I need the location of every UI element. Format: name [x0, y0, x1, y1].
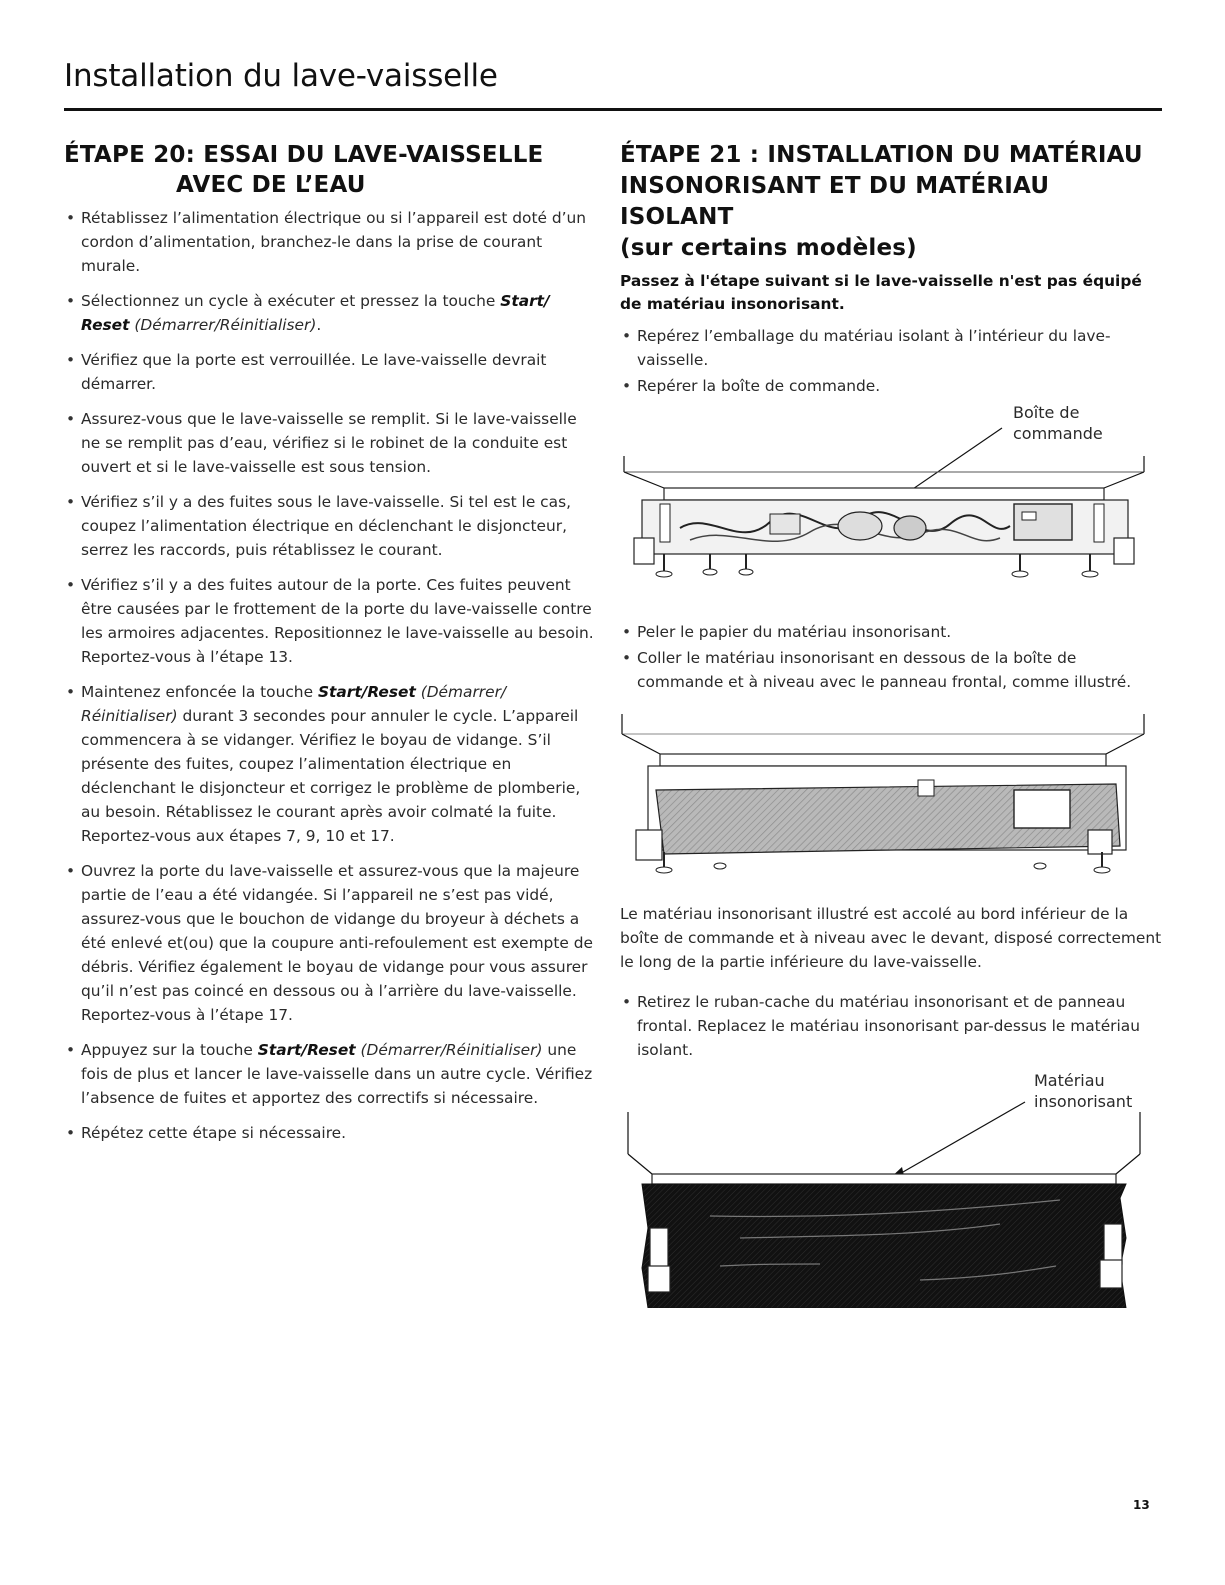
list-item: • Vérifiez que la porte est verrouillée. Le lave-vaisselle devrait démarrer. [64, 348, 598, 396]
list-item: • Peler le papier du matériau insonorisant. [620, 620, 1165, 644]
list-item: • Coller le matériau insonorisant en dessous de la boîte de commande et à niveau avec le panneau frontal, comme illustré. [620, 646, 1165, 694]
step-21-title-line3: (sur certains modèles) [620, 235, 917, 261]
list-item: • Sélectionnez un cycle à exécuter et pressez la touche Start/ Reset (Démarrer/Réinitialiser). [64, 289, 598, 337]
step-21-section [620, 140, 1165, 1308]
list-item: • Rétablissez l’alimentation électrique ou si l’appareil est doté d’un cordon d’alimentation, branchez-le dans la prise de courant murale. [64, 206, 598, 278]
step-20-title [64, 140, 598, 200]
step-20-title-line2: AVEC DE L’EAU [176, 172, 366, 198]
list-item: • Répétez cette étape si nécessaire. [64, 1121, 598, 1145]
header-rule [64, 108, 1162, 111]
callout-sound-material: Matériau insonorisant [1034, 1071, 1133, 1111]
page-number: 13 [1133, 1498, 1150, 1512]
list-item: • Assurez-vous que le lave-vaisselle se remplit. Si le lave-vaisselle ne se remplit pas d’eau, vérifiez si le robinet de la conduite est ouvert et si le lave-vaisselle est sous tension. [64, 407, 598, 479]
step-21-list-b [620, 620, 1165, 694]
list-item: • Appuyez sur la touche Start/Reset (Démarrer/Réinitialiser) une fois de plus et lancer le lave-vaisselle dans un autre cycle. Vérifiez l’absence de fuites et apportez des correctifs si nécessaire. [64, 1038, 598, 1110]
step-20-list [64, 206, 598, 1145]
step-21-note: Passez à l'étape suivant si le lave-vaisselle n'est pas équipé de matériau insonorisant. [620, 272, 1142, 313]
step-21-title-line2: INSONORISANT ET DU MATÉRIAU ISOLANT [620, 173, 1050, 230]
figure-sound-material [620, 1068, 1150, 1308]
list-item: • Ouvrez la porte du lave-vaisselle et assurez-vous que la majeure partie de l’eau a été vidangée. Si l’appareil ne s’est pas vidé, assurez-vous que le bouchon de vidange du broyeur à déchets a été enlevé et(ou) que la coupure anti-refoulement est exempte de débris. Vérifiez également le boyau de vidange pour vous assurer qu’il n’est pas coincé en dessous ou à l’arrière du lave-vaisselle. Reportez-vous à l’étape 17. [64, 859, 598, 1027]
insulation-applied-illustration [620, 714, 1150, 894]
step-21-list-a [620, 324, 1165, 398]
list-item: • Repérez l’emballage du matériau isolant à l’intérieur du lave-vaisselle. [620, 324, 1165, 372]
figure-control-box [620, 400, 1150, 614]
step-20-title-line1: ÉTAPE 20: ESSAI DU LAVE-VAISSELLE [64, 142, 544, 168]
step-21-list-c [620, 990, 1165, 1062]
figure-insulation-applied [620, 714, 1150, 894]
list-item: • Vérifiez s’il y a des fuites autour de la porte. Ces fuites peuvent être causées par le frottement de la porte du lave-vaisselle contre les armoires adjacentes. Repositionnez le lave-vaisselle au besoin. Reportez-vous à l’étape 13. [64, 573, 598, 669]
list-item: • Repérer la boîte de commande. [620, 374, 1165, 398]
step-20-section [64, 140, 598, 1156]
step-21-title [620, 140, 1165, 264]
step-21-title-line1: ÉTAPE 21 : INSTALLATION DU MATÉRIAU [620, 142, 1143, 168]
figure-caption: Le matériau insonorisant illustré est accolé au bord inférieur de la boîte de commande et à niveau avec le devant, disposé correctement le long de la partie inférieure du lave-vaisselle. [620, 905, 1162, 971]
page-title: Installation du lave-vaisselle [64, 58, 498, 94]
list-item: • Retirez le ruban-cache du matériau insonorisant et de panneau frontal. Replacez le matériau insonorisant par-dessus le matériau isolant. [620, 990, 1165, 1062]
list-item: • Maintenez enfoncée la touche Start/Reset (Démarrer/ Réinitialiser) durant 3 secondes pour annuler le cycle. L’appareil commencera à se vidanger. Vérifiez le boyau de vidange. S’il présente des fuites, coupez l’alimentation électrique en déclenchant le disjoncteur et corrigez le problème de plomberie, au besoin. Rétablissez le courant après avoir colmaté la fuite. Reportez-vous aux étapes 7, 9, 10 et 17. [64, 680, 598, 848]
callout-control-box: Boîte de commande [1013, 403, 1103, 443]
list-item: • Vérifiez s’il y a des fuites sous le lave-vaisselle. Si tel est le cas, coupez l’alimentation électrique en déclenchant le disjoncteur, serrez les raccords, puis rétablissez le courant. [64, 490, 598, 562]
